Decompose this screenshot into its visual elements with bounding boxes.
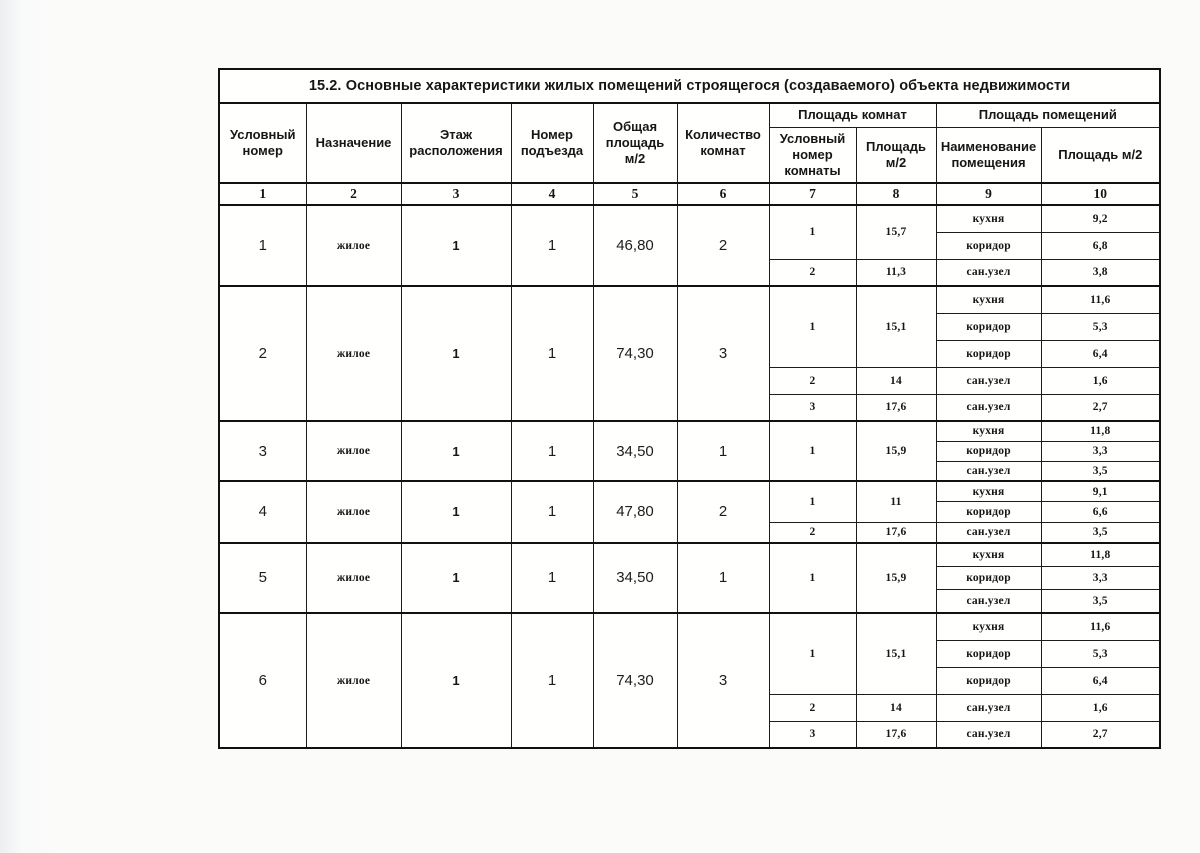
apartment-floor: 1 bbox=[401, 421, 511, 481]
premise-name: сан.узел bbox=[936, 259, 1041, 286]
table-body bbox=[219, 205, 1160, 748]
column-number-8: 8 bbox=[856, 183, 936, 205]
apartment-total-area: 34,50 bbox=[593, 543, 677, 614]
premise-name: коридор bbox=[936, 640, 1041, 667]
premise-name: коридор bbox=[936, 441, 1041, 461]
premise-area: 3,3 bbox=[1041, 566, 1160, 590]
premise-area: 2,7 bbox=[1041, 721, 1160, 748]
column-number-9: 9 bbox=[936, 183, 1041, 205]
premise-area: 5,3 bbox=[1041, 313, 1160, 340]
room-area: 11 bbox=[856, 481, 936, 522]
col-header-room-area: Площадь м/2 bbox=[856, 128, 936, 184]
column-number-4: 4 bbox=[511, 183, 593, 205]
premise-area: 9,2 bbox=[1041, 205, 1160, 232]
room-number: 1 bbox=[769, 286, 856, 367]
apartment-1-subrow-1 bbox=[219, 205, 1160, 232]
apartment-number: 2 bbox=[219, 286, 306, 421]
room-number: 2 bbox=[769, 367, 856, 394]
apartment-5-subrow-1 bbox=[219, 543, 1160, 567]
apartment-number: 1 bbox=[219, 205, 306, 286]
column-numbers-row bbox=[219, 183, 1160, 205]
column-number-6: 6 bbox=[677, 183, 769, 205]
apartment-4-subrow-1 bbox=[219, 481, 1160, 502]
premise-area: 6,6 bbox=[1041, 502, 1160, 523]
apartment-total-area: 46,80 bbox=[593, 205, 677, 286]
col-header-room-count: Количество комнат bbox=[677, 103, 769, 183]
premise-area: 6,8 bbox=[1041, 232, 1160, 259]
apartment-3-subrow-1 bbox=[219, 421, 1160, 441]
col-header-purpose: Назначение bbox=[306, 103, 401, 183]
apartment-floor: 1 bbox=[401, 481, 511, 543]
premise-name: сан.узел bbox=[936, 694, 1041, 721]
premise-name: сан.узел bbox=[936, 590, 1041, 614]
apartment-room-count: 3 bbox=[677, 286, 769, 421]
apartment-total-area: 74,30 bbox=[593, 613, 677, 748]
premise-name: кухня bbox=[936, 286, 1041, 313]
apartments-characteristics-table bbox=[218, 68, 1161, 749]
column-number-7: 7 bbox=[769, 183, 856, 205]
premise-area: 3,3 bbox=[1041, 441, 1160, 461]
premise-area: 6,4 bbox=[1041, 340, 1160, 367]
premise-area: 3,5 bbox=[1041, 461, 1160, 481]
room-area: 14 bbox=[856, 694, 936, 721]
apartment-room-count: 1 bbox=[677, 421, 769, 481]
apartment-floor: 1 bbox=[401, 205, 511, 286]
premise-name: сан.узел bbox=[936, 461, 1041, 481]
room-number: 1 bbox=[769, 205, 856, 259]
apartment-purpose: жилое bbox=[306, 286, 401, 421]
room-number: 1 bbox=[769, 543, 856, 614]
premise-name: кухня bbox=[936, 205, 1041, 232]
room-area: 15,1 bbox=[856, 613, 936, 694]
apartment-purpose: жилое bbox=[306, 421, 401, 481]
col-header-premise-area: Площадь м/2 bbox=[1041, 128, 1160, 184]
room-number: 3 bbox=[769, 394, 856, 421]
apartment-number: 6 bbox=[219, 613, 306, 748]
premise-name: сан.узел bbox=[936, 367, 1041, 394]
premise-area: 11,8 bbox=[1041, 543, 1160, 567]
room-area: 15,1 bbox=[856, 286, 936, 367]
apartment-entrance: 1 bbox=[511, 421, 593, 481]
apartment-purpose: жилое bbox=[306, 481, 401, 543]
premise-name: кухня bbox=[936, 481, 1041, 502]
premise-name: сан.узел bbox=[936, 522, 1041, 543]
premise-name: коридор bbox=[936, 502, 1041, 523]
room-number: 2 bbox=[769, 522, 856, 543]
room-area: 15,9 bbox=[856, 421, 936, 481]
room-number: 1 bbox=[769, 481, 856, 522]
premise-name: кухня bbox=[936, 613, 1041, 640]
premise-area: 11,6 bbox=[1041, 613, 1160, 640]
room-area: 17,6 bbox=[856, 721, 936, 748]
premise-name: коридор bbox=[936, 566, 1041, 590]
table-title: 15.2. Основные характеристики жилых помещений строящегося (создаваемого) объекта недвижимости bbox=[219, 69, 1160, 103]
column-number-10: 10 bbox=[1041, 183, 1160, 205]
apartment-purpose: жилое bbox=[306, 613, 401, 748]
premise-area: 11,8 bbox=[1041, 421, 1160, 441]
premise-name: коридор bbox=[936, 667, 1041, 694]
apartment-purpose: жилое bbox=[306, 205, 401, 286]
column-number-3: 3 bbox=[401, 183, 511, 205]
column-number-2: 2 bbox=[306, 183, 401, 205]
room-number: 3 bbox=[769, 721, 856, 748]
apartment-room-count: 3 bbox=[677, 613, 769, 748]
apartment-entrance: 1 bbox=[511, 481, 593, 543]
apartment-floor: 1 bbox=[401, 543, 511, 614]
apartment-total-area: 74,30 bbox=[593, 286, 677, 421]
apartment-entrance: 1 bbox=[511, 205, 593, 286]
apartment-number: 5 bbox=[219, 543, 306, 614]
apartment-number: 3 bbox=[219, 421, 306, 481]
apartment-entrance: 1 bbox=[511, 543, 593, 614]
room-number: 2 bbox=[769, 694, 856, 721]
group-header-premises-area: Площадь помещений bbox=[936, 103, 1160, 128]
room-area: 15,7 bbox=[856, 205, 936, 259]
room-area: 17,6 bbox=[856, 394, 936, 421]
col-header-conditional-number: Условный номер bbox=[219, 103, 306, 183]
room-number: 2 bbox=[769, 259, 856, 286]
apartment-number: 4 bbox=[219, 481, 306, 543]
apartment-entrance: 1 bbox=[511, 613, 593, 748]
apartment-entrance: 1 bbox=[511, 286, 593, 421]
premise-name: коридор bbox=[936, 313, 1041, 340]
premise-area: 3,5 bbox=[1041, 590, 1160, 614]
premise-area: 2,7 bbox=[1041, 394, 1160, 421]
group-header-rooms-area: Площадь комнат bbox=[769, 103, 936, 128]
premise-area: 1,6 bbox=[1041, 694, 1160, 721]
column-number-5: 5 bbox=[593, 183, 677, 205]
premise-name: кухня bbox=[936, 421, 1041, 441]
apartment-purpose: жилое bbox=[306, 543, 401, 614]
premise-name: сан.узел bbox=[936, 394, 1041, 421]
premise-area: 9,1 bbox=[1041, 481, 1160, 502]
premise-name: коридор bbox=[936, 232, 1041, 259]
room-area: 14 bbox=[856, 367, 936, 394]
room-number: 1 bbox=[769, 613, 856, 694]
col-header-premise-name: Наименование помещения bbox=[936, 128, 1041, 184]
apartment-room-count: 2 bbox=[677, 481, 769, 543]
column-number-1: 1 bbox=[219, 183, 306, 205]
apartment-floor: 1 bbox=[401, 613, 511, 748]
col-header-floor: Этаж расположения bbox=[401, 103, 511, 183]
premise-area: 3,5 bbox=[1041, 522, 1160, 543]
apartment-room-count: 1 bbox=[677, 543, 769, 614]
apartment-room-count: 2 bbox=[677, 205, 769, 286]
apartment-floor: 1 bbox=[401, 286, 511, 421]
apartment-total-area: 47,80 bbox=[593, 481, 677, 543]
premise-area: 11,6 bbox=[1041, 286, 1160, 313]
col-header-entrance: Номер подъезда bbox=[511, 103, 593, 183]
premise-area: 3,8 bbox=[1041, 259, 1160, 286]
col-header-total-area: Общая площадь м/2 bbox=[593, 103, 677, 183]
room-area: 11,3 bbox=[856, 259, 936, 286]
apartment-6-subrow-1 bbox=[219, 613, 1160, 640]
premise-area: 1,6 bbox=[1041, 367, 1160, 394]
apartment-2-subrow-1 bbox=[219, 286, 1160, 313]
header-group-row bbox=[219, 103, 1160, 128]
col-header-room-number: Условный номер комнаты bbox=[769, 128, 856, 184]
room-area: 15,9 bbox=[856, 543, 936, 614]
premise-name: кухня bbox=[936, 543, 1041, 567]
premise-name: сан.узел bbox=[936, 721, 1041, 748]
premise-name: коридор bbox=[936, 340, 1041, 367]
premise-area: 5,3 bbox=[1041, 640, 1160, 667]
premise-area: 6,4 bbox=[1041, 667, 1160, 694]
room-area: 17,6 bbox=[856, 522, 936, 543]
table-title-row bbox=[219, 69, 1160, 103]
apartment-total-area: 34,50 bbox=[593, 421, 677, 481]
room-number: 1 bbox=[769, 421, 856, 481]
